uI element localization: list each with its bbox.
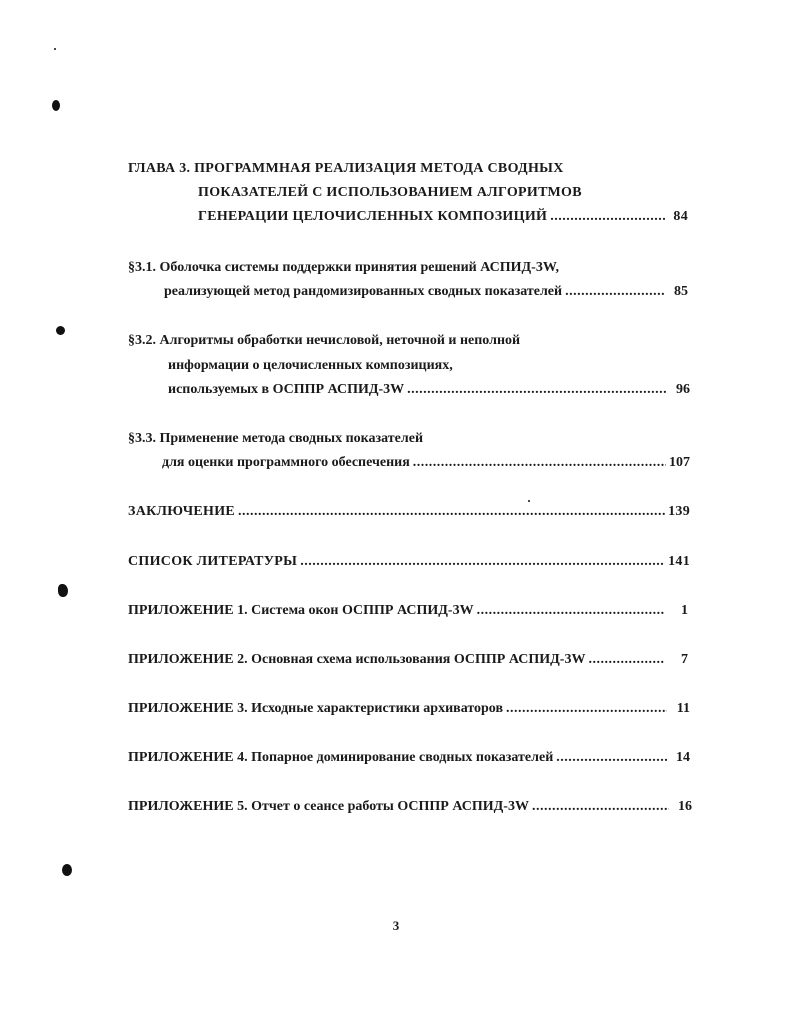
toc-page-number: 96 bbox=[676, 382, 690, 397]
leader-dots bbox=[477, 602, 665, 620]
scan-speck bbox=[52, 100, 60, 111]
toc-page-number: 7 bbox=[681, 652, 688, 667]
leader-dots bbox=[532, 798, 669, 816]
scan-speck bbox=[56, 326, 65, 335]
leader-dots bbox=[413, 454, 666, 472]
toc-entry-s31[interactable]: реализующей метод рандомизированных сводных показателей ..... 85 bbox=[164, 283, 688, 301]
leader-dots bbox=[550, 208, 665, 226]
leader-dots bbox=[407, 381, 667, 399]
toc-entry-s32[interactable]: используемых в ОСППР АСПИД-3W ..... 96 bbox=[168, 381, 690, 399]
scan-speck bbox=[528, 500, 530, 502]
scan-speck bbox=[54, 48, 56, 50]
leader-dots bbox=[506, 700, 667, 718]
toc-s33-line1: §3.3. Применение метода сводных показателей bbox=[128, 431, 424, 446]
leader-dots bbox=[556, 749, 667, 767]
scan-speck bbox=[58, 584, 68, 597]
toc-entry-chapter3[interactable]: ГЕНЕРАЦИИ ЦЕЛОЧИСЛЕННЫХ КОМПОЗИЦИЙ ..... 84 bbox=[198, 208, 688, 226]
leader-dots bbox=[588, 651, 665, 669]
toc-entry-appendix3[interactable]: ПРИЛОЖЕНИЕ 3. Исходные характеристики архиваторов ..... 11 bbox=[128, 700, 690, 718]
toc-chapter3-line1: ГЛАВА 3. ПРОГРАММНАЯ РЕАЛИЗАЦИЯ МЕТОДА СВОДНЫХ bbox=[128, 161, 564, 176]
toc-page-number: 139 bbox=[668, 504, 690, 519]
scan-speck bbox=[62, 864, 72, 876]
toc-s32-line1: §3.2. Алгоритмы обработки нечисловой, неточной и неполной bbox=[128, 333, 521, 348]
toc-page-number: 16 bbox=[678, 799, 692, 814]
toc-entry-appendix4[interactable]: ПРИЛОЖЕНИЕ 4. Попарное доминирование сводных показателей ..... 14 bbox=[128, 749, 690, 767]
toc-entry-references[interactable]: СПИСОК ЛИТЕРАТУРЫ ..... 141 bbox=[128, 553, 690, 571]
toc-entry-appendix1[interactable]: ПРИЛОЖЕНИЕ 1. Система окон ОСППР АСПИД-3W ..... 1 bbox=[128, 602, 688, 620]
leader-dots bbox=[565, 283, 665, 301]
toc-page-number: 11 bbox=[676, 701, 690, 716]
toc-entry-appendix5[interactable]: ПРИЛОЖЕНИЕ 5. Отчет о сеансе работы ОСППР АСПИД-3W ..... 16 bbox=[128, 798, 692, 816]
toc-page-number: 107 bbox=[669, 455, 690, 470]
leader-dots bbox=[238, 503, 665, 521]
toc-entry-s33[interactable]: для оценки программного обеспечения ..... 107 bbox=[162, 454, 690, 472]
toc-s32-line2: информации о целочисленных композициях, bbox=[168, 358, 453, 373]
toc-entry-appendix2[interactable]: ПРИЛОЖЕНИЕ 2. Основная схема использования ОСППР АСПИД-3W ..... 7 bbox=[128, 651, 688, 669]
page-number: 3 bbox=[392, 918, 400, 933]
toc-page-number: 141 bbox=[668, 554, 690, 569]
toc-page-number: 14 bbox=[676, 750, 690, 765]
toc-s31-line1: §3.1. Оболочка системы поддержки принятия решений АСПИД-3W, bbox=[128, 260, 560, 275]
toc-page-number: 85 bbox=[674, 284, 688, 299]
leader-dots bbox=[300, 553, 665, 571]
toc-entry-conclusion[interactable]: ЗАКЛЮЧЕНИЕ ..... 139 bbox=[128, 503, 690, 521]
toc-chapter3-line2: ПОКАЗАТЕЛЕЙ С ИСПОЛЬЗОВАНИЕМ АЛГОРИТМОВ bbox=[198, 185, 582, 200]
toc-page-number: 1 bbox=[681, 603, 688, 618]
toc-page-number: 84 bbox=[673, 209, 688, 224]
